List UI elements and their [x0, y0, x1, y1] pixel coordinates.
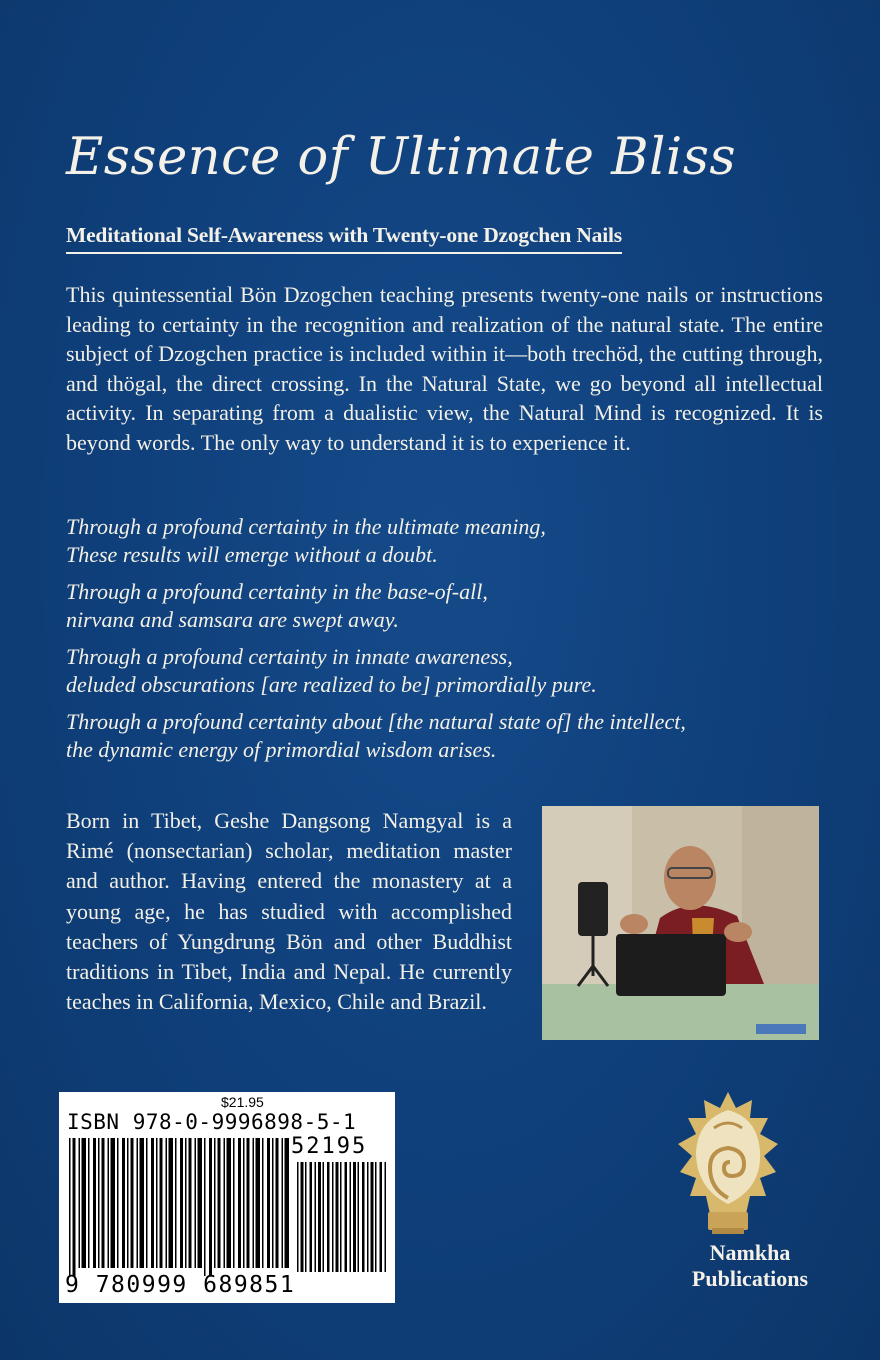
barcode-bar: [166, 1138, 168, 1268]
barcode-bar: [301, 1162, 304, 1272]
verse-line: Through a profound certainty in the base-of-all,: [66, 579, 488, 604]
barcode-bar: [140, 1138, 145, 1268]
barcode-bar: [156, 1138, 158, 1268]
barcode-bar: [69, 1138, 71, 1276]
barcode-bar: [385, 1162, 387, 1272]
barcode-bar: [323, 1162, 325, 1272]
barcode-bar: [327, 1162, 330, 1272]
price-label: $21.95: [221, 1094, 264, 1110]
barcode-bar: [108, 1138, 110, 1268]
isbn-label: ISBN 978-0-9996898-5-1: [67, 1110, 357, 1134]
book-subtitle: Meditational Self-Awareness with Twenty-one Dzogchen Nails: [66, 223, 622, 254]
barcode-bar: [204, 1138, 206, 1276]
barcode-bar: [102, 1138, 105, 1268]
barcode-bar: [198, 1138, 203, 1268]
barcode-bar: [88, 1138, 90, 1268]
barcode-bar: [122, 1138, 125, 1268]
barcode-bar: [285, 1138, 290, 1268]
barcode-bar: [262, 1138, 264, 1268]
verse-line: the dynamic energy of primordial wisdom arises.: [66, 736, 497, 762]
barcode-bar: [353, 1162, 356, 1272]
barcode-bar: [282, 1138, 284, 1268]
barcode-bar: [247, 1138, 250, 1268]
isbn-barcode: [59, 1092, 395, 1303]
barcode-bar: [367, 1162, 369, 1272]
barcode-bar: [276, 1138, 279, 1268]
barcode-bar: [238, 1138, 241, 1268]
author-photo: [542, 806, 819, 1040]
barcode-bar: [224, 1138, 226, 1268]
barcode-bar: [146, 1138, 148, 1268]
barcode-bar: [371, 1162, 374, 1272]
verse: [66, 513, 846, 568]
publisher-logo-icon: [670, 1088, 786, 1238]
barcode-bar: [195, 1138, 197, 1268]
barcode-bar: [315, 1162, 317, 1272]
barcode-bar: [111, 1138, 116, 1268]
barcode-bar: [209, 1138, 212, 1276]
price-code: 52195: [291, 1134, 368, 1159]
barcode-bar: [218, 1138, 221, 1268]
verse-line: nirvana and samsara are swept away.: [66, 606, 399, 632]
barcode-bar: [160, 1138, 163, 1268]
barcode-bar: [151, 1138, 154, 1268]
barcode-bar: [73, 1138, 76, 1276]
barcode-bar: [175, 1138, 177, 1268]
verse-line: Through a profound certainty about [the natural state of] the intellect,: [66, 709, 686, 734]
verse-line: deluded obscurations [are realized to be] primordially pure.: [66, 671, 597, 697]
barcode-bar: [375, 1162, 377, 1272]
verse-list: [66, 513, 846, 773]
barcode-bar: [267, 1138, 270, 1268]
barcode-bar: [169, 1138, 174, 1268]
barcode-bar: [233, 1138, 235, 1268]
barcode-bar: [98, 1138, 100, 1268]
barcode-bar: [362, 1162, 365, 1272]
barcode-bar: [227, 1138, 232, 1268]
publisher-name-line: Publications: [691, 1266, 809, 1291]
verse-line: Through a profound certainty in innate awareness,: [66, 644, 513, 669]
publisher-name: [650, 1240, 850, 1292]
verse: [66, 643, 846, 698]
barcode-bar: [253, 1138, 255, 1268]
barcode-bar: [243, 1138, 245, 1268]
barcode-bar: [310, 1162, 313, 1272]
barcode-bar: [318, 1162, 321, 1272]
barcode-bar: [214, 1138, 216, 1268]
author-bio: Born in Tibet, Geshe Dangsong Namgyal is a Rimé (nonsectarian) scholar, meditation master and author. Having entered the monastery at a young age, he has studied with accomplished teachers of Yungdrung Bön and other Buddhist traditions in Tibet, India and Nepal. He currently teaches in California, Mexico, Chile and Brazil.: [66, 808, 512, 1015]
barcode-bar: [82, 1138, 87, 1268]
verse-line: These results will emerge without a doubt.: [66, 541, 438, 567]
barcode-bar: [93, 1138, 96, 1268]
barcode-bar: [305, 1162, 307, 1272]
barcode-bar: [117, 1138, 119, 1268]
barcode-bar: [256, 1138, 261, 1268]
barcode-bar: [131, 1138, 134, 1268]
verse: [66, 708, 846, 763]
barcode-bar: [332, 1162, 334, 1272]
verse-line: Through a profound certainty in the ultimate meaning,: [66, 514, 546, 539]
barcode-bar: [189, 1138, 192, 1268]
barcode-bar: [127, 1138, 129, 1268]
barcode-bar: [345, 1162, 348, 1272]
barcode-digits: 9 780999 689851: [65, 1272, 296, 1298]
barcode-bar: [180, 1138, 183, 1268]
author-photo-illustration: [542, 806, 819, 1040]
barcode-bar: [272, 1138, 274, 1268]
barcode-bar: [340, 1162, 342, 1272]
barcode-bar: [137, 1138, 139, 1268]
barcode-bar: [336, 1162, 339, 1272]
barcode-bar: [358, 1162, 360, 1272]
barcode-bar: [297, 1162, 299, 1272]
barcode-bar: [185, 1138, 187, 1268]
barcode-bar: [350, 1162, 352, 1272]
barcode-bar: [79, 1138, 81, 1268]
book-title: Essence of Ultimate Bliss: [66, 128, 737, 187]
barcode-bar: [380, 1162, 383, 1272]
book-description: This quintessential Bön Dzogchen teaching presents twenty-one nails or instructions leading to certainty in the recognition and realization of the natural state. The entire subject of Dzogchen practice is included within it—both trechöd, the cutting through, and thögal, the direct crossing. In the Natural State, we go beyond all intellectual activity. In separating from a dualistic view, the Natural Mind is recognized. It is beyond words. The only way to understand it is to experience it.: [66, 282, 823, 455]
publisher-name-line: Namkha: [709, 1240, 791, 1265]
verse: [66, 578, 846, 633]
